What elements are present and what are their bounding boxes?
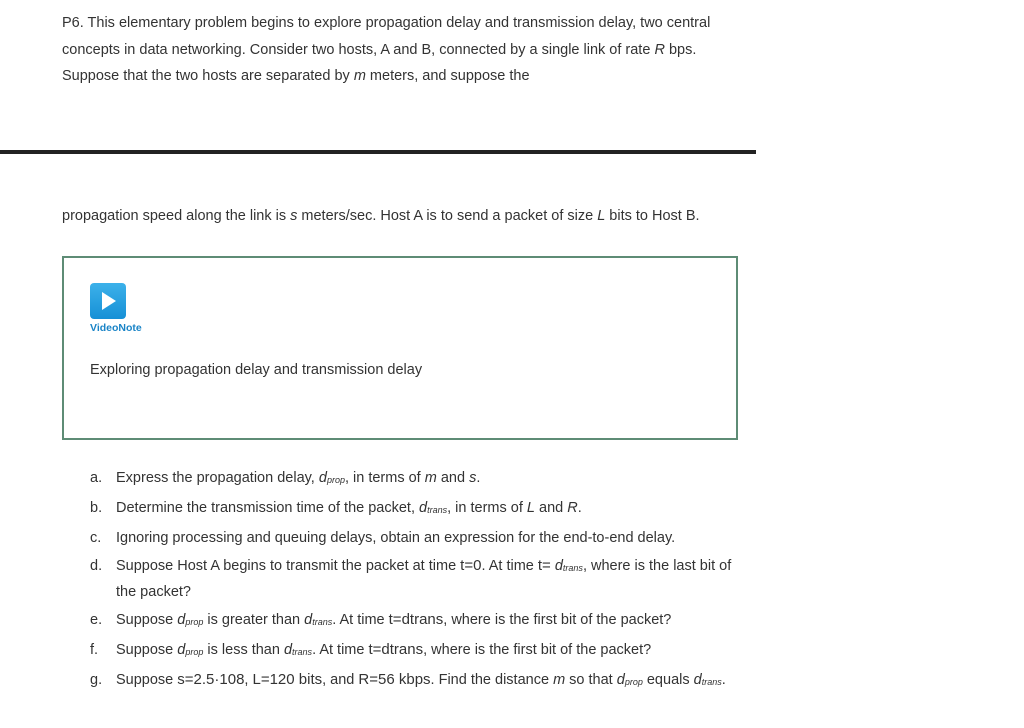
list-item-e: e. Suppose dprop is greater than dtrans. At time t=dtrans, where is the first bit of the packet?: [90, 608, 750, 634]
list-item-f: f. Suppose dprop is less than dtrans. At time t=dtrans, where is the first bit of the packet?: [90, 638, 750, 664]
item-letter: c.: [90, 530, 102, 546]
item-letter: b.: [90, 500, 103, 516]
page-divider: [0, 150, 756, 154]
problem-parts-list: [90, 466, 750, 698]
item-letter: d.: [90, 558, 103, 574]
videonote-box: [62, 256, 738, 440]
item-letter: g.: [90, 672, 103, 688]
list-item-b: b. Determine the transmission time of the packet, dtrans, in terms of L and R.: [90, 496, 750, 522]
list-item-g: g. Suppose s=2.5·108, L=120 bits, and R=56 kbps. Find the distance m so that dprop equals dtrans.: [90, 668, 750, 694]
problem-continuation: propagation speed along the link is s meters/sec. Host A is to send a packet of size L bits to Host B.: [62, 208, 700, 224]
item-letter: e.: [90, 612, 103, 628]
videonote-label[interactable]: VideoNote: [90, 322, 142, 334]
list-item-c: c. Ignoring processing and queuing delays, obtain an expression for the end-to-end delay.: [90, 526, 750, 550]
var-R: R: [654, 41, 665, 58]
videonote-title[interactable]: Exploring propagation delay and transmission delay: [90, 362, 423, 378]
var-s: s: [290, 208, 298, 224]
item-letter: f.: [90, 642, 99, 658]
list-item-a: a. Express the propagation delay, dprop, in terms of m and s.: [90, 466, 750, 492]
play-icon[interactable]: [90, 283, 126, 319]
var-L: L: [597, 208, 606, 224]
var-m: m: [353, 68, 366, 84]
list-item-d: d. Suppose Host A begins to transmit the packet at time t=0. At time t= dtrans, where is the last bit of the packet?: [90, 554, 750, 604]
item-letter: a.: [90, 470, 103, 486]
problem-intro: P6. This elementary problem begins to explore propagation delay and transmission delay, two central concepts in data networking. Consider two hosts, A and B, connected by a single link of rate R bps. Suppose that the two hosts are separated by m meters, and suppose the: [62, 15, 711, 84]
